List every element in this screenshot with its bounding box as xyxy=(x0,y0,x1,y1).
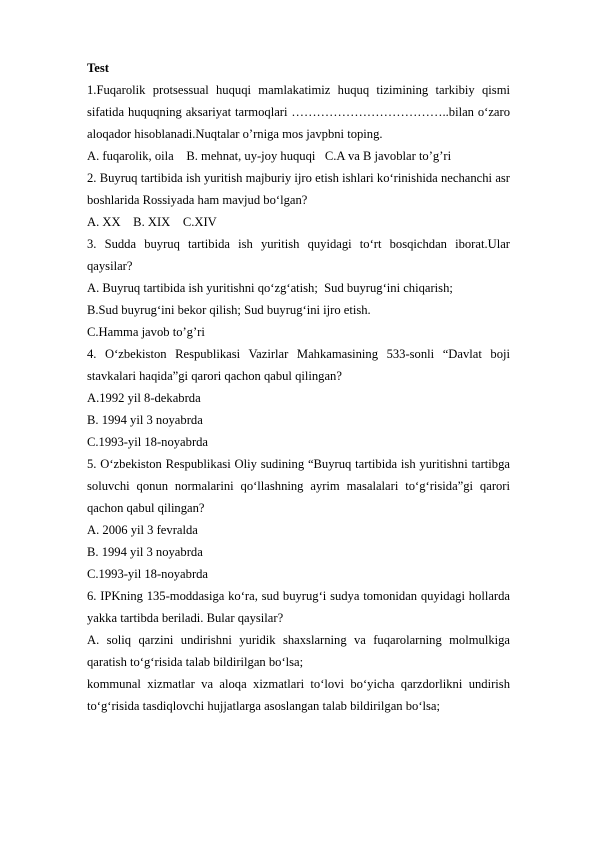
question-3: 3. Sudda buyruq tartibida ish yuritish quyidagi to‘rt bosqichdan iborat.Ular qaysilar? xyxy=(87,237,510,273)
question-5: 5. O‘zbekiston Respublikasi Oliy sudining “Buyruq tartibida ish yuritishni tartibga soluvchi qonun normalarini qo‘llashning ayrim masalalari to‘g‘risida”gi qarori qachon qabul qilingan? xyxy=(87,457,510,515)
answer-5a: A. 2006 yil 3 fevralda xyxy=(87,523,198,537)
question-2: 2. Buyruq tartibida ish yuritish majburiy ijro etish ishlari ko‘rinishida nechanchi asr boshlarida Rossiyada ham mavjud bo‘lgan? xyxy=(87,171,510,207)
answer-6a: A. soliq qarzini undirishni yuridik shaxslarning va fuqarolarning molmulkiga qaratish to‘g‘risida talab bildirilgan bo‘lsa; xyxy=(87,633,510,669)
answer-5c: C.1993-yil 18-noyabrda xyxy=(87,567,209,581)
answer-3c: C.Hamma javob to’g’ri xyxy=(87,325,205,339)
question-4: 4. O‘zbekiston Respublikasi Vazirlar Mahkamasining 533-sonli “Davlat boji stavkalari haqida”gi qarori qachon qabul qilingan? xyxy=(87,347,510,383)
answer-4c: C.1993-yil 18-noyabrda xyxy=(87,435,209,449)
answers-1: A. fuqarolik, oila B. mehnat, uy-joy huquqi C.A va B javoblar to’g’ri xyxy=(87,149,452,163)
answer-4a: A.1992 yil 8-dekabrda xyxy=(87,391,201,405)
question-6: 6. IPKning 135-moddasiga ko‘ra, sud buyrug‘i sudya tomonidan quyidagi hollarda yakka tartibda beriladi. Bular qaysilar? xyxy=(87,589,510,625)
answer-3b: B.Sud buyrug‘ini bekor qilish; Sud buyrug‘ini ijro etish. xyxy=(87,303,371,317)
document-page xyxy=(87,57,510,717)
answer-3a: A. Buyruq tartibida ish yuritishni qo‘zg‘atish; Sud buyrug‘ini chiqarish; xyxy=(87,281,453,295)
answer-5b: B. 1994 yil 3 noyabrda xyxy=(87,545,203,559)
document-title: Test xyxy=(87,61,109,75)
question-1: 1.Fuqarolik protsessual huquqi mamlakatimiz huquq tizimining tarkibiy qismi sifatida huquqning aksariyat tarmoqlari ………………………………..bilan o‘zaro aloqador hisoblanadi.Nuqtalar o’rniga mos javpbni toping. xyxy=(87,83,510,141)
answers-2: A. XX B. XIX C.XIV xyxy=(87,215,217,229)
answer-6a-continued: kommunal xizmatlar va aloqa xizmatlari to‘lovi bo‘yicha qarzdorlikni undirish to‘g‘risida tasdiqlovchi hujjatlarga asoslangan talab bildirilgan bo‘lsa; xyxy=(87,677,510,713)
answer-4b: B. 1994 yil 3 noyabrda xyxy=(87,413,203,427)
